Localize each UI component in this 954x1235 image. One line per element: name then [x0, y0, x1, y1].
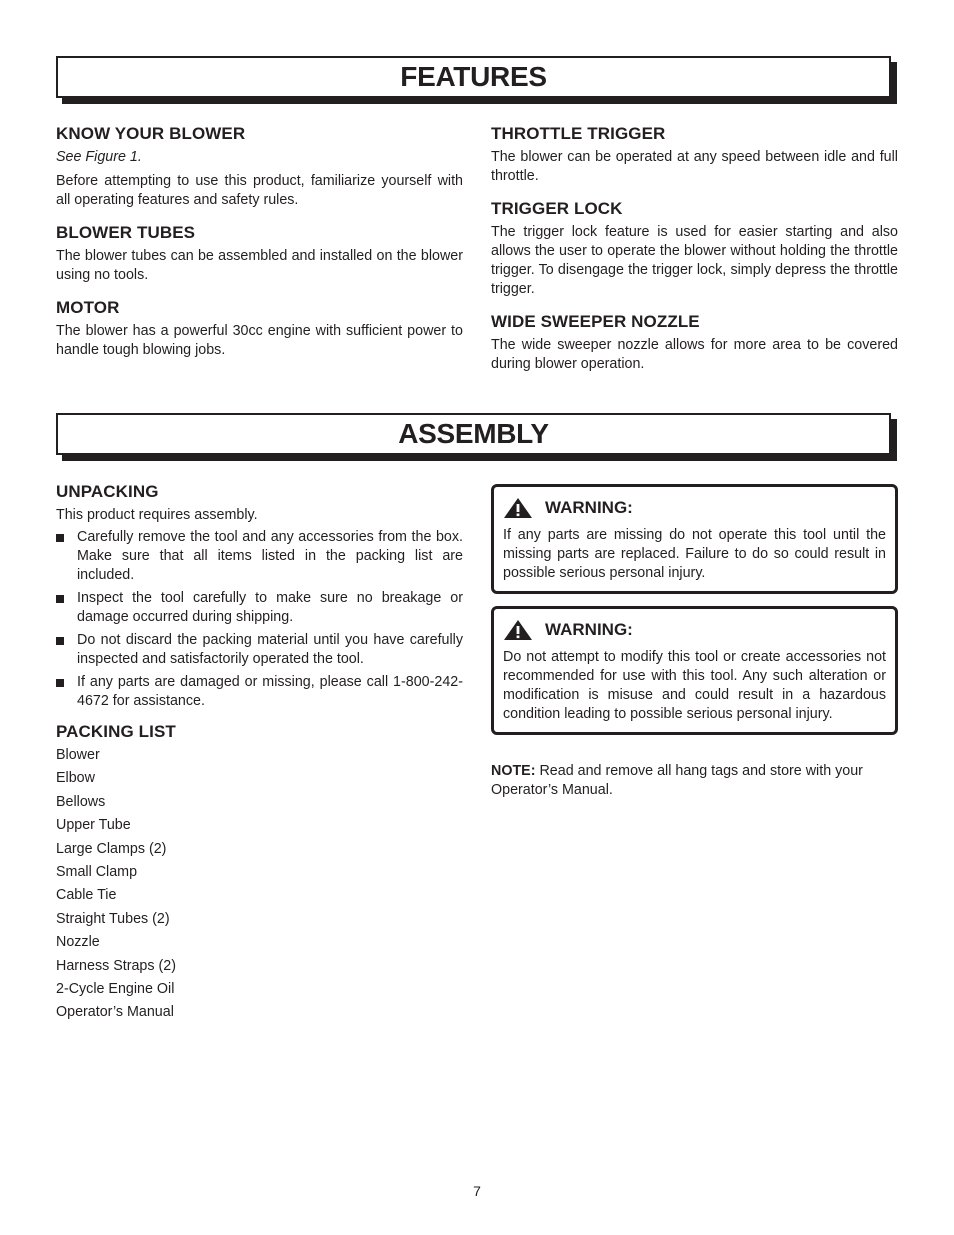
features-left-column — [56, 124, 463, 373]
section-know-your-blower — [56, 124, 463, 210]
section-trigger-lock — [491, 199, 898, 299]
warning-body: If any parts are missing do not operate this tool until the missing parts are replaced. Failure to do so could result in possible serious personal injury. — [503, 527, 886, 581]
section-body: The blower can be operated at any speed between idle and full throttle. — [491, 149, 898, 184]
section-body: The trigger lock feature is used for easier starting and also allows the user to operate the blower without holding the throttle trigger. To disengage the trigger lock, simply depress the throttle trigger. — [491, 224, 898, 297]
section-motor — [56, 298, 463, 360]
assembly-left-column — [56, 482, 463, 1035]
warning-box-missing-parts — [491, 484, 898, 594]
list-item: Small Clamp — [56, 863, 138, 880]
section-body: The wide sweeper nozzle allows for more area to be covered during blower operation. — [491, 337, 898, 372]
bullet-square-icon — [56, 595, 64, 603]
section-wide-sweeper-nozzle — [491, 312, 898, 374]
warning-header — [503, 497, 886, 519]
page-number: 7 — [473, 1183, 481, 1199]
section-body: The blower tubes can be assembled and installed on the blower using no tools. — [56, 248, 463, 283]
bullet-square-icon — [56, 679, 64, 687]
assembly-note — [491, 762, 898, 800]
warning-box-modification — [491, 606, 898, 735]
section-blower-tubes — [56, 223, 463, 285]
list-item: 2-Cycle Engine Oil — [56, 980, 175, 997]
assembly-banner — [56, 413, 891, 455]
section-heading: MOTOR — [56, 298, 120, 317]
note-label: NOTE: — [491, 763, 536, 779]
unpacking-list — [56, 528, 463, 711]
warning-body: Do not attempt to modify this tool or create accessories not recommended for use with this tool. Any such alteration or modification is misuse and could result in a hazardous condition leading to possible serious personal injury. — [503, 649, 886, 722]
note-text: Read and remove all hang tags and store with your Operator’s Manual. — [491, 763, 863, 798]
list-item: Cable Tie — [56, 887, 117, 904]
list-item: Operator’s Manual — [56, 1004, 174, 1021]
list-item: Elbow — [56, 770, 95, 787]
list-item: Do not discard the packing material until you have carefully inspected and satisfactorily operated the tool. — [56, 631, 463, 669]
assembly-title: ASSEMBLY — [398, 418, 549, 449]
list-item: Inspect the tool carefully to make sure no breakage or damage occurred during shipping. — [56, 589, 463, 627]
section-throttle-trigger — [491, 124, 898, 186]
features-right-column — [491, 124, 898, 387]
warning-header — [503, 619, 886, 641]
list-item: Straight Tubes (2) — [56, 910, 170, 927]
bullet-square-icon — [56, 637, 64, 645]
warning-title: WARNING: — [545, 620, 633, 639]
section-heading: UNPACKING — [56, 482, 159, 501]
section-heading: PACKING LIST — [56, 722, 176, 741]
figure-reference: See Figure 1. — [56, 149, 142, 165]
section-heading: THROTTLE TRIGGER — [491, 124, 666, 143]
packing-list — [56, 746, 463, 1022]
warning-triangle-icon — [503, 619, 533, 641]
section-body: The blower has a powerful 30cc engine with sufficient power to handle tough blowing jobs. — [56, 323, 463, 358]
features-title: FEATURES — [400, 61, 547, 92]
section-heading: WIDE SWEEPER NOZZLE — [491, 312, 700, 331]
warning-triangle-icon — [503, 497, 533, 519]
list-item: Harness Straps (2) — [56, 957, 176, 974]
section-body: Before attempting to use this product, familiarize yourself with all operating features and safety rules. — [56, 173, 463, 208]
features-banner — [56, 56, 891, 98]
section-heading: BLOWER TUBES — [56, 223, 196, 242]
list-item: If any parts are damaged or missing, please call 1-800-242-4672 for assistance. — [56, 673, 463, 711]
bullet-square-icon — [56, 534, 64, 542]
warning-title: WARNING: — [545, 498, 633, 517]
list-item: Bellows — [56, 793, 106, 810]
section-heading: KNOW YOUR BLOWER — [56, 124, 246, 143]
list-item: Upper Tube — [56, 817, 131, 834]
section-packing-list — [56, 722, 463, 1022]
list-item: Blower — [56, 747, 100, 763]
list-item: Nozzle — [56, 934, 100, 951]
section-heading: TRIGGER LOCK — [491, 199, 623, 218]
section-intro: This product requires assembly. — [56, 507, 258, 523]
section-unpacking — [56, 482, 463, 711]
list-item: Carefully remove the tool and any accessories from the box. Make sure that all items listed in the packing list are included. — [56, 528, 463, 585]
list-item: Large Clamps (2) — [56, 840, 167, 857]
